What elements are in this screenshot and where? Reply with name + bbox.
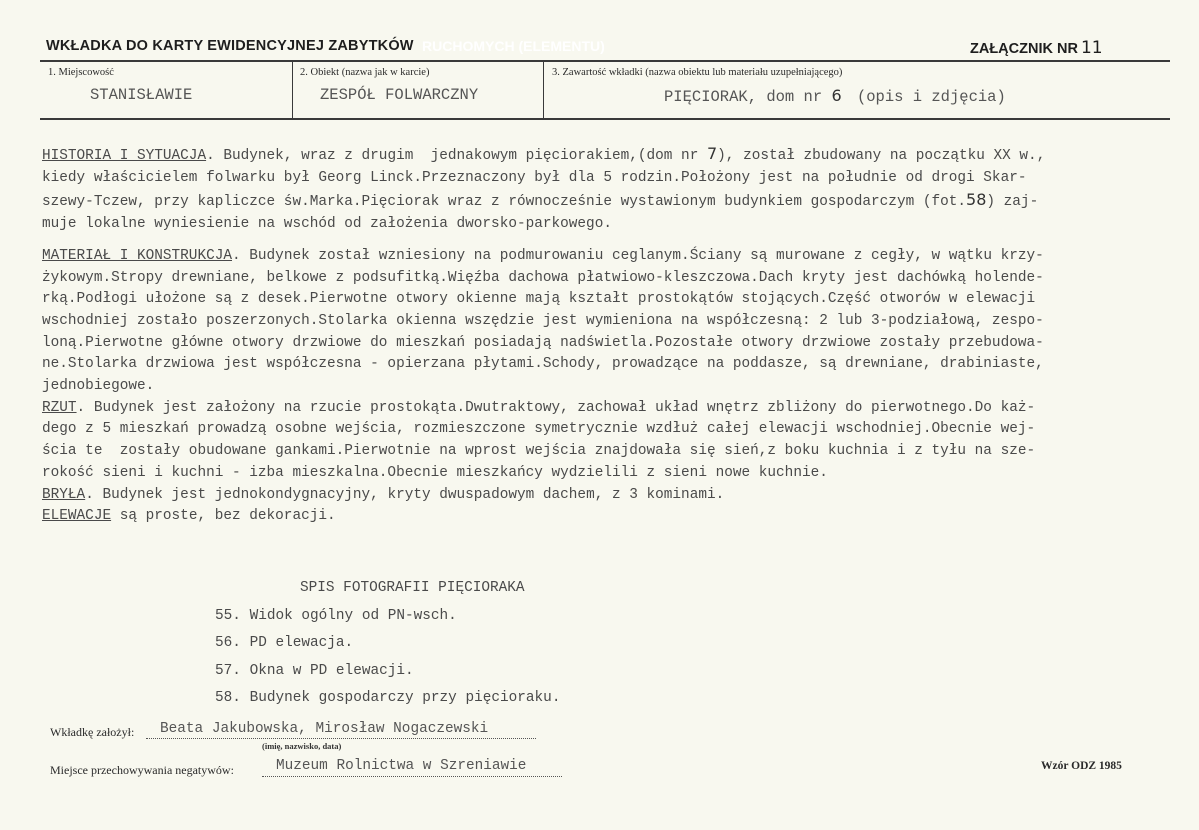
history-line-2: kiedy właścicielem folwarku był Georg Linck.Przeznaczony był dla 5 rodzin.Położony jest na południe od drogi Skar- <box>42 169 1027 186</box>
header-rule-bottom <box>40 118 1170 120</box>
photo-list-item: 56. PD elewacja. <box>215 635 354 652</box>
author-label: Wkładkę założył: <box>50 725 135 739</box>
photo-caption: Widok ogólny od PN-wsch. <box>249 608 457 624</box>
material-line-2: żykowym.Stropy drewniane, belkowe z podsufitką.Więźba dachowa płatwiowo-kleszczowa.Dach kryty jest dachówką holende- <box>42 269 1044 286</box>
content-value-prefix: PIĘCIORAK, dom nr <box>664 88 823 106</box>
author-sub-label: (imię, nazwisko, data) <box>262 741 342 751</box>
elevations-line-1 <box>42 506 1172 528</box>
description-body <box>42 143 1172 528</box>
content-value-number: 6 <box>831 86 842 105</box>
material-heading: MATERIAŁ I KONSTRUKCJA <box>42 247 232 264</box>
plan-line-3: ścia te zostały obudowane gankami.Pierwotnie na wprost wejścia znajdowała się sień,z boku kuchnia i z tyłu na sze- <box>42 443 1036 460</box>
locality-label: 1. Miejscowość <box>48 67 114 78</box>
storage-dotted-line <box>262 776 562 777</box>
history-line-4: muje lokalne wyniesienie na wschód od założenia dworsko-parkowego. <box>42 216 612 233</box>
photo-list-item: 58. Budynek gospodarczy przy pięcioraku. <box>215 690 561 707</box>
section-massing <box>42 485 1172 507</box>
attachment-number-value: 11 <box>1080 38 1103 58</box>
massing-text-1: . Budynek jest jednokondygnacyjny, kryty dwuspadowym dachem, z 3 kominami. <box>85 486 725 503</box>
material-line-7: jednobiegowe. <box>42 378 155 395</box>
history-line-1 <box>42 143 1172 168</box>
history-photo-number: 58 <box>966 190 987 210</box>
content-label: 3. Zawartość wkładki (nazwa obiektu lub materiału uzupełniającego) <box>552 67 843 78</box>
material-line-5: loną.Pierwotne główne otwory drzwiowe do mieszkań posiadają nadświetla.Pozostałe otwory drzwiowe zostały przebudowa- <box>42 334 1044 351</box>
photo-number: 58 <box>215 690 233 707</box>
plan-heading: RZUT <box>42 399 77 416</box>
photo-list-title: SPIS FOTOGRAFII PIĘCIORAKA <box>300 580 525 596</box>
form-pattern-label: Wzór ODZ 1985 <box>1041 760 1122 772</box>
photo-number: 56 <box>215 635 233 652</box>
elevations-text-1: są proste, bez dekoracji. <box>111 508 336 525</box>
history-house-number: 7 <box>706 144 718 163</box>
history-text-1b: ), został zbudowany na początku XX w., <box>717 148 1046 164</box>
plan-line-1 <box>42 398 1172 420</box>
history-line-3 <box>42 189 1172 214</box>
history-text-3b: ) zaj- <box>986 194 1039 211</box>
plan-line-2: dego z 5 mieszkań prowadzą osobne wejścia, rozmieszczone symetrycznie wzdłuż całej elewacji wschodniej.Obecnie wej- <box>42 421 1036 438</box>
object-value: ZESPÓŁ FOLWARCZNY <box>320 86 479 104</box>
material-line-1 <box>42 246 1172 268</box>
material-line-6: ne.Stolarka drzwiowa jest współczesna - opierzana płytami.Schody, prowadzące na poddasze, są drewniane, drabiniaste, <box>42 356 1044 373</box>
massing-heading: BRYŁA <box>42 486 86 503</box>
photo-list-item: 57. Okna w PD elewacji. <box>215 662 414 679</box>
storage-label: Miejsce przechowywania negatywów: <box>50 763 234 777</box>
header-rule-top <box>40 60 1170 62</box>
field-divider-2 <box>543 62 544 118</box>
object-label: 2. Obiekt (nazwa jak w karcie) <box>300 67 430 78</box>
photo-list <box>215 603 560 713</box>
material-line-3: rką.Podłogi ułożone są z desek.Pierwotne otwory okienne mają kształt prostokątów stojących.Część otworów w elewacji <box>42 291 1036 308</box>
attachment-number <box>970 38 1103 58</box>
attachment-label: ZAŁĄCZNIK NR <box>970 41 1078 57</box>
photo-caption: Budynek gospodarczy przy pięcioraku. <box>249 690 561 707</box>
history-text-3a: szewy-Tczew, przy kapliczce św.Marka.Pięciorak wraz z równocześnie wystawionym budynkiem gospodarczym (fot. <box>42 194 967 211</box>
photo-number: 55 <box>215 608 233 624</box>
plan-text-1: . Budynek jest założony na rzucie prostokąta.Dwutraktowy, zachował układ wnętrz zbliżony do pierwotnego.Do każ- <box>76 399 1036 416</box>
material-text-1: . Budynek został wzniesiony na podmurowaniu ceglanym.Ściany są murowane z cegły, w wątku krzy- <box>232 247 1044 264</box>
history-text-1a: . Budynek, wraz z drugim jednakowym pięciorakiem,(dom nr <box>206 148 707 164</box>
erased-title-suffix: RUCHOMYCH (ELEMENTU) <box>422 38 605 54</box>
section-history <box>42 143 1172 236</box>
card-title: WKŁADKA DO KARTY EWIDENCYJNEJ ZABYTKÓW <box>46 38 414 54</box>
locality-value: STANISŁAWIE <box>90 86 193 104</box>
massing-line-1 <box>42 485 1172 507</box>
photo-caption: PD elewacja. <box>249 635 354 652</box>
author-value: Beata Jakubowska, Mirosław Nogaczewski <box>160 721 489 737</box>
section-elevations <box>42 506 1172 528</box>
material-line-4: wschodniej zostało poszerzonych.Stolarka okienna wszędzie jest wymieniona na współczesną: 2 lub 3-podziałową, zespo- <box>42 312 1044 329</box>
photo-caption: Okna w PD elewacji. <box>249 662 414 679</box>
section-plan <box>42 398 1172 485</box>
elevations-heading: ELEWACJE <box>42 508 112 525</box>
storage-value: Muzeum Rolnictwa w Szreniawie <box>276 758 527 774</box>
photo-list-item: 55. Widok ogólny od PN-wsch. <box>215 608 457 624</box>
field-divider-1 <box>292 62 293 118</box>
photo-number: 57 <box>215 662 233 679</box>
plan-line-4: rokość sieni i kuchni - izba mieszkalna.Obecnie mieszkańcy wydzielili z sieni nowe kuchnie. <box>42 464 828 481</box>
content-value <box>664 86 1006 106</box>
history-heading: HISTORIA I SYTUACJA <box>42 148 207 164</box>
author-dotted-line <box>146 738 536 739</box>
content-value-suffix: (opis i zdjęcia) <box>856 88 1006 106</box>
section-material <box>42 246 1172 398</box>
